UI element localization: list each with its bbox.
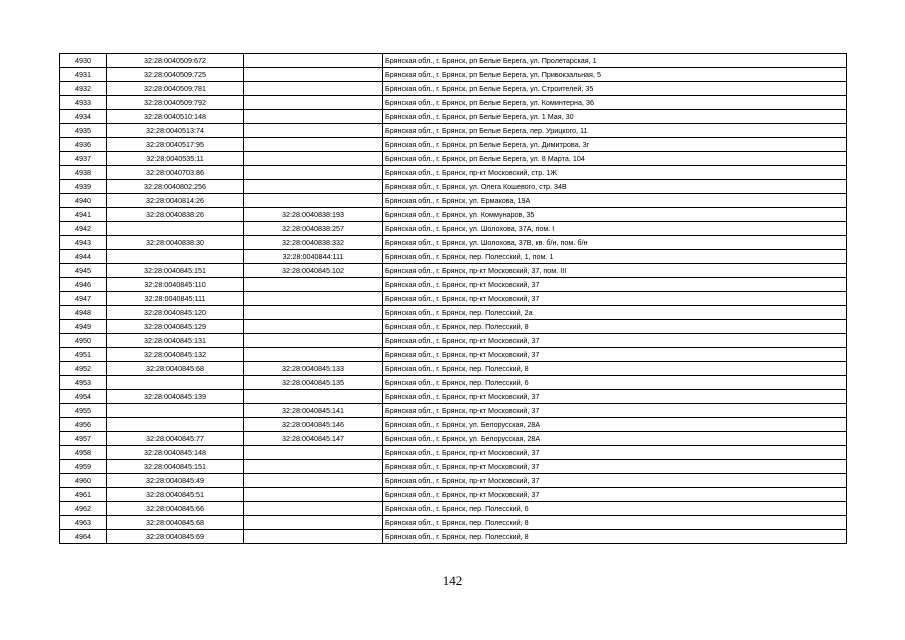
cell-number: 4954 bbox=[60, 390, 107, 404]
cell-cadastral-number: 32:28:0040845:69 bbox=[107, 530, 244, 544]
cell-cadastral-number-secondary bbox=[244, 96, 383, 110]
table-row bbox=[60, 516, 847, 530]
table-row bbox=[60, 166, 847, 180]
cell-cadastral-number-secondary bbox=[244, 68, 383, 82]
cell-number: 4950 bbox=[60, 334, 107, 348]
cell-number: 4935 bbox=[60, 124, 107, 138]
cell-address: Брянская обл., г. Брянск, рп Белые Берега, ул. Привокзальная, 5 bbox=[383, 68, 847, 82]
cell-address: Брянская обл., г. Брянск, пер. Полесский, 1, пом. 1 bbox=[383, 250, 847, 264]
cell-number: 4941 bbox=[60, 208, 107, 222]
table-row bbox=[60, 250, 847, 264]
cell-cadastral-number: 32:28:0040509:792 bbox=[107, 96, 244, 110]
cell-cadastral-number-secondary: 32:28:0040838:257 bbox=[244, 222, 383, 236]
table-row bbox=[60, 278, 847, 292]
cell-cadastral-number: 32:28:0040845:68 bbox=[107, 516, 244, 530]
cell-address: Брянская обл., г. Брянск, ул. Шолохова, 37В, кв. б/н, пом. б/н bbox=[383, 236, 847, 250]
cell-number: 4961 bbox=[60, 488, 107, 502]
table-row bbox=[60, 208, 847, 222]
cell-address: Брянская обл., г. Брянск, ул. Белорусская, 28А bbox=[383, 418, 847, 432]
table-row bbox=[60, 110, 847, 124]
table-row bbox=[60, 418, 847, 432]
cell-address: Брянская обл., г. Брянск, ул. Ермакова, 19А bbox=[383, 194, 847, 208]
cell-number: 4960 bbox=[60, 474, 107, 488]
cell-cadastral-number: 32:28:0040513:74 bbox=[107, 124, 244, 138]
cell-address: Брянская обл., г. Брянск, пр-кт Московский, 37 bbox=[383, 446, 847, 460]
table-row bbox=[60, 446, 847, 460]
cell-address: Брянская обл., г. Брянск, пер. Полесский, 8 bbox=[383, 516, 847, 530]
cell-address: Брянская обл., г. Брянск, ул. Коммунаров, 35 bbox=[383, 208, 847, 222]
cell-address: Брянская обл., г. Брянск, пр-кт Московский, стр. 1Ж bbox=[383, 166, 847, 180]
cell-number: 4949 bbox=[60, 320, 107, 334]
cell-cadastral-number-secondary: 32:28:0040845:147 bbox=[244, 432, 383, 446]
cell-cadastral-number: 32:28:0040838:30 bbox=[107, 236, 244, 250]
cell-cadastral-number: 32:28:0040814:26 bbox=[107, 194, 244, 208]
cell-cadastral-number: 32:28:0040845:151 bbox=[107, 460, 244, 474]
cell-cadastral-number-secondary: 32:28:0040845:135 bbox=[244, 376, 383, 390]
cell-cadastral-number: 32:28:0040509:781 bbox=[107, 82, 244, 96]
cell-number: 4934 bbox=[60, 110, 107, 124]
cell-cadastral-number-secondary bbox=[244, 446, 383, 460]
cell-cadastral-number-secondary: 32:28:0040845:141 bbox=[244, 404, 383, 418]
cell-address: Брянская обл., г. Брянск, пер. Полесский, 2а bbox=[383, 306, 847, 320]
cell-address: Брянская обл., г. Брянск, пр-кт Московский, 37 bbox=[383, 292, 847, 306]
cell-cadastral-number: 32:28:0040845:49 bbox=[107, 474, 244, 488]
cell-cadastral-number: 32:28:0040845:68 bbox=[107, 362, 244, 376]
cell-cadastral-number-secondary bbox=[244, 530, 383, 544]
cell-cadastral-number-secondary bbox=[244, 180, 383, 194]
table-row bbox=[60, 236, 847, 250]
cell-address: Брянская обл., г. Брянск, ул. Олега Кошевого, стр. 34В bbox=[383, 180, 847, 194]
cell-address: Брянская обл., г. Брянск, ул. Шолохова, 37А, пом. I bbox=[383, 222, 847, 236]
cell-number: 4963 bbox=[60, 516, 107, 530]
table-row bbox=[60, 488, 847, 502]
cell-cadastral-number: 32:28:0040845:151 bbox=[107, 264, 244, 278]
cell-cadastral-number: 32:28:0040845:110 bbox=[107, 278, 244, 292]
cell-cadastral-number-secondary bbox=[244, 54, 383, 68]
cell-cadastral-number bbox=[107, 222, 244, 236]
cell-cadastral-number-secondary: 32:28:0040845:102 bbox=[244, 264, 383, 278]
table-row bbox=[60, 152, 847, 166]
cell-cadastral-number bbox=[107, 404, 244, 418]
table-row bbox=[60, 432, 847, 446]
cell-cadastral-number: 32:28:0040845:148 bbox=[107, 446, 244, 460]
cell-cadastral-number: 32:28:0040517:95 bbox=[107, 138, 244, 152]
cell-number: 4939 bbox=[60, 180, 107, 194]
cell-cadastral-number-secondary bbox=[244, 474, 383, 488]
cell-cadastral-number-secondary: 32:28:0040845:146 bbox=[244, 418, 383, 432]
table-row bbox=[60, 362, 847, 376]
table-body bbox=[60, 54, 847, 544]
table-row bbox=[60, 138, 847, 152]
cell-address: Брянская обл., г. Брянск, пр-кт Московский, 37, пом. III bbox=[383, 264, 847, 278]
cell-number: 4942 bbox=[60, 222, 107, 236]
cell-cadastral-number-secondary bbox=[244, 194, 383, 208]
table-row bbox=[60, 96, 847, 110]
cell-number: 4946 bbox=[60, 278, 107, 292]
cell-cadastral-number: 32:28:0040845:66 bbox=[107, 502, 244, 516]
cell-number: 4945 bbox=[60, 264, 107, 278]
cell-address: Брянская обл., г. Брянск, рп Белые Берега, ул. 8 Марта, 104 bbox=[383, 152, 847, 166]
cell-cadastral-number-secondary bbox=[244, 348, 383, 362]
cell-cadastral-number-secondary bbox=[244, 124, 383, 138]
cell-address: Брянская обл., г. Брянск, рп Белые Берега, ул. Строителей, 35 bbox=[383, 82, 847, 96]
table-row bbox=[60, 404, 847, 418]
page-number: 142 bbox=[442, 573, 463, 588]
cell-cadastral-number: 32:28:0040845:120 bbox=[107, 306, 244, 320]
cell-cadastral-number-secondary: 32:28:0040838:332 bbox=[244, 236, 383, 250]
cell-cadastral-number: 32:28:0040838:26 bbox=[107, 208, 244, 222]
cell-cadastral-number-secondary: 32:28:0040845:133 bbox=[244, 362, 383, 376]
cell-address: Брянская обл., г. Брянск, пр-кт Московский, 37 bbox=[383, 488, 847, 502]
cell-address: Брянская обл., г. Брянск, пер. Полесский, 8 bbox=[383, 320, 847, 334]
cell-address: Брянская обл., г. Брянск, пр-кт Московский, 37 bbox=[383, 278, 847, 292]
cell-cadastral-number-secondary bbox=[244, 306, 383, 320]
table-row bbox=[60, 180, 847, 194]
cell-address: Брянская обл., г. Брянск, пер. Полесский, 6 bbox=[383, 502, 847, 516]
property-table bbox=[59, 53, 847, 544]
cell-number: 4933 bbox=[60, 96, 107, 110]
cell-address: Брянская обл., г. Брянск, пр-кт Московский, 37 bbox=[383, 404, 847, 418]
cell-cadastral-number: 32:28:0040802:256 bbox=[107, 180, 244, 194]
cell-number: 4943 bbox=[60, 236, 107, 250]
cell-number: 4953 bbox=[60, 376, 107, 390]
cell-cadastral-number bbox=[107, 250, 244, 264]
cell-cadastral-number: 32:28:0040509:672 bbox=[107, 54, 244, 68]
cell-cadastral-number-secondary: 32:28:0040838:193 bbox=[244, 208, 383, 222]
cell-cadastral-number: 32:28:0040845:131 bbox=[107, 334, 244, 348]
cell-cadastral-number bbox=[107, 418, 244, 432]
cell-address: Брянская обл., г. Брянск, рп Белые Берега, пер. Урицкого, 11 bbox=[383, 124, 847, 138]
cell-address: Брянская обл., г. Брянск, пер. Полесский, 8 bbox=[383, 530, 847, 544]
cell-number: 4951 bbox=[60, 348, 107, 362]
cell-address: Брянская обл., г. Брянск, пер. Полесский, 6 bbox=[383, 376, 847, 390]
table-row bbox=[60, 306, 847, 320]
cell-cadastral-number: 32:28:0040703:86 bbox=[107, 166, 244, 180]
cell-cadastral-number: 32:28:0040510:148 bbox=[107, 110, 244, 124]
cell-address: Брянская обл., г. Брянск, ул. Белорусская, 28А bbox=[383, 432, 847, 446]
cell-number: 4955 bbox=[60, 404, 107, 418]
table-row bbox=[60, 502, 847, 516]
cell-address: Брянская обл., г. Брянск, пр-кт Московский, 37 bbox=[383, 474, 847, 488]
table-row bbox=[60, 390, 847, 404]
cell-number: 4958 bbox=[60, 446, 107, 460]
table-row bbox=[60, 124, 847, 138]
cell-address: Брянская обл., г. Брянск, рп Белые Берега, ул. Пролетарская, 1 bbox=[383, 54, 847, 68]
cell-cadastral-number: 32:28:0040845:129 bbox=[107, 320, 244, 334]
cell-address: Брянская обл., г. Брянск, пр-кт Московский, 37 bbox=[383, 348, 847, 362]
cell-cadastral-number-secondary bbox=[244, 390, 383, 404]
cell-number: 4964 bbox=[60, 530, 107, 544]
cell-number: 4940 bbox=[60, 194, 107, 208]
cell-cadastral-number-secondary bbox=[244, 502, 383, 516]
cell-number: 4956 bbox=[60, 418, 107, 432]
cell-cadastral-number-secondary bbox=[244, 82, 383, 96]
cell-number: 4936 bbox=[60, 138, 107, 152]
cell-address: Брянская обл., г. Брянск, пр-кт Московский, 37 bbox=[383, 334, 847, 348]
cell-number: 4962 bbox=[60, 502, 107, 516]
cell-number: 4959 bbox=[60, 460, 107, 474]
cell-cadastral-number bbox=[107, 376, 244, 390]
cell-address: Брянская обл., г. Брянск, рп Белые Берега, ул. Коминтерна, 36 bbox=[383, 96, 847, 110]
table-row bbox=[60, 334, 847, 348]
cell-cadastral-number-secondary bbox=[244, 110, 383, 124]
cell-cadastral-number-secondary bbox=[244, 138, 383, 152]
cell-number: 4937 bbox=[60, 152, 107, 166]
cell-number: 4952 bbox=[60, 362, 107, 376]
cell-cadastral-number: 32:28:0040509:725 bbox=[107, 68, 244, 82]
table-row bbox=[60, 68, 847, 82]
table-row bbox=[60, 530, 847, 544]
table-row bbox=[60, 194, 847, 208]
cell-address: Брянская обл., г. Брянск, рп Белые Берега, ул. 1 Мая, 30 bbox=[383, 110, 847, 124]
cell-number: 4948 bbox=[60, 306, 107, 320]
cell-number: 4947 bbox=[60, 292, 107, 306]
cell-number: 4932 bbox=[60, 82, 107, 96]
cell-cadastral-number: 32:28:0040845:51 bbox=[107, 488, 244, 502]
cell-number: 4944 bbox=[60, 250, 107, 264]
table-row bbox=[60, 348, 847, 362]
cell-number: 4938 bbox=[60, 166, 107, 180]
cell-cadastral-number: 32:28:0040845:111 bbox=[107, 292, 244, 306]
table-row bbox=[60, 320, 847, 334]
cell-cadastral-number-secondary bbox=[244, 278, 383, 292]
cell-cadastral-number-secondary bbox=[244, 292, 383, 306]
table-row bbox=[60, 54, 847, 68]
cell-cadastral-number-secondary bbox=[244, 516, 383, 530]
cell-address: Брянская обл., г. Брянск, рп Белые Берега, ул. Димитрова, 3г bbox=[383, 138, 847, 152]
cell-cadastral-number-secondary bbox=[244, 152, 383, 166]
cell-cadastral-number: 32:28:0040535:11 bbox=[107, 152, 244, 166]
table-row bbox=[60, 460, 847, 474]
table-row bbox=[60, 264, 847, 278]
cell-cadastral-number-secondary bbox=[244, 320, 383, 334]
cell-cadastral-number-secondary: 32:28:0040844:111 bbox=[244, 250, 383, 264]
table-row bbox=[60, 222, 847, 236]
cell-cadastral-number: 32:28:0040845:132 bbox=[107, 348, 244, 362]
cell-cadastral-number-secondary bbox=[244, 488, 383, 502]
cell-cadastral-number-secondary bbox=[244, 334, 383, 348]
table-row bbox=[60, 292, 847, 306]
cell-cadastral-number-secondary bbox=[244, 460, 383, 474]
table-row bbox=[60, 82, 847, 96]
table-row bbox=[60, 376, 847, 390]
cell-cadastral-number: 32:28:0040845:139 bbox=[107, 390, 244, 404]
table-row bbox=[60, 474, 847, 488]
cell-address: Брянская обл., г. Брянск, пр-кт Московский, 37 bbox=[383, 390, 847, 404]
cell-cadastral-number-secondary bbox=[244, 166, 383, 180]
cell-cadastral-number: 32:28:0040845:77 bbox=[107, 432, 244, 446]
cell-number: 4930 bbox=[60, 54, 107, 68]
cell-address: Брянская обл., г. Брянск, пр-кт Московский, 37 bbox=[383, 460, 847, 474]
cell-number: 4957 bbox=[60, 432, 107, 446]
cell-number: 4931 bbox=[60, 68, 107, 82]
cell-address: Брянская обл., г. Брянск, пер. Полесский, 8 bbox=[383, 362, 847, 376]
